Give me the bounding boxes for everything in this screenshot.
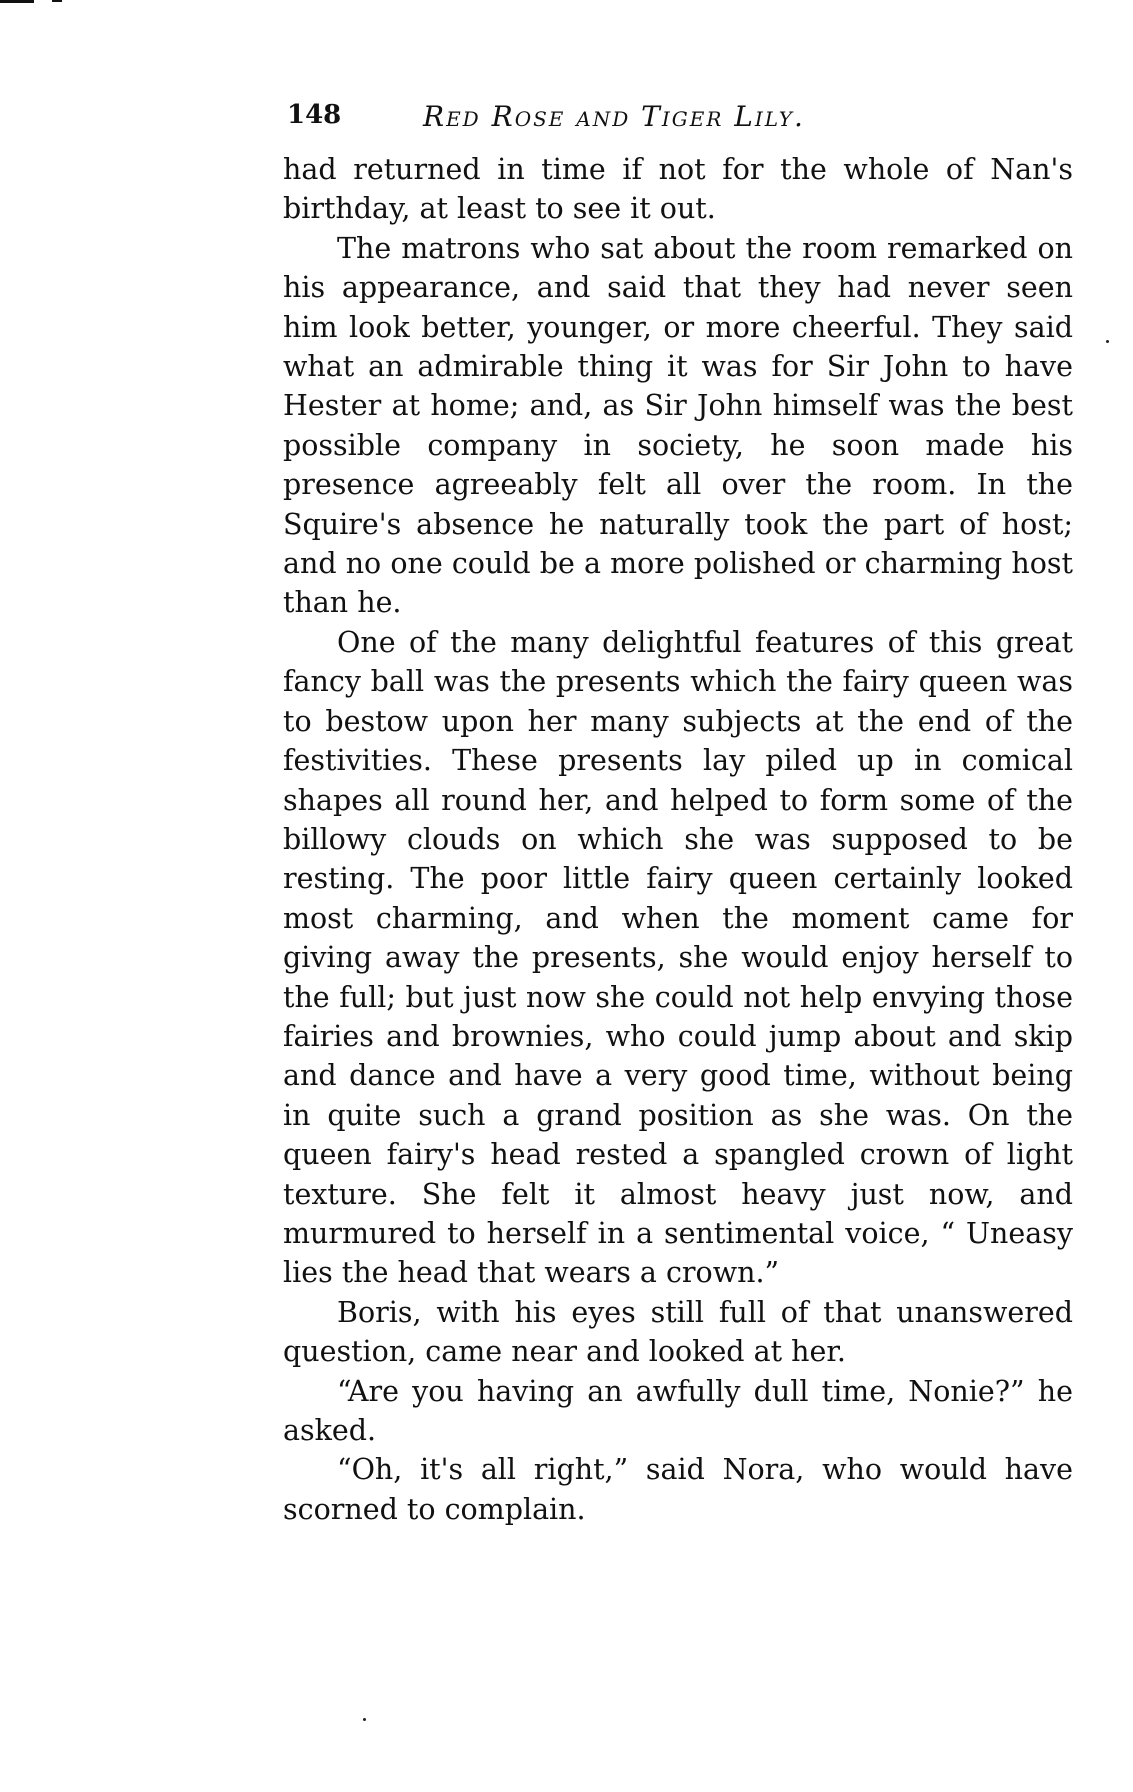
paragraph: “Oh, it's all right,” said Nora, who would have scorned to complain.: [283, 1453, 1073, 1526]
page-number: 148: [287, 100, 342, 130]
body-text: [283, 150, 1073, 1529]
page-header: [283, 100, 1073, 150]
stray-ink-dot: [363, 1718, 366, 1721]
paragraph: had returned in time if not for the whole of Nan's birthday, at least to see it out.: [283, 153, 1073, 226]
scan-edge-mark: [0, 0, 34, 3]
scan-edge-mark: [52, 0, 62, 2]
stray-ink-dot: [1106, 340, 1109, 343]
paragraph: The matrons who sat about the room remarked on his appearance, and said that they had never seen him look better, younger, or more cheerful. They said what an admirable thing it was for Sir John to have Hester at home; and, as Sir John himself was the best possible company in society, he soon made his presence agreeably felt all over the room. In the Squire's absence he naturally took the part of host; and no one could be a more polished or charming host than he.: [283, 231, 1073, 620]
paragraph: “Are you having an awfully dull time, Nonie?” he asked.: [283, 1374, 1073, 1447]
book-page: [283, 100, 1073, 1529]
paragraph: Boris, with his eyes still full of that unanswered question, came near and looked at her.: [283, 1295, 1073, 1369]
running-title: Red Rose and Tiger Lily.: [423, 100, 805, 133]
paragraph: One of the many delightful features of this great fancy ball was the presents which the fairy queen was to bestow upon her many subjects at the end of the festivities. These presents lay piled up in comical shapes all round her, and helped to form some of the billowy clouds on which she was supposed to be resting. The poor little fairy queen certainly looked most charming, and when the moment came for giving away the presents, she would enjoy herself to the full; but just now she could not help envying those fairies and brownies, who could jump about and skip and dance and have a very good time, without being in quite such a grand position as she was. On the queen fairy's head rested a spangled crown of light texture. She felt it almost heavy just now, and murmured to herself in a sentimental voice, “ Uneasy lies the head that wears a crown.”: [283, 625, 1073, 1290]
